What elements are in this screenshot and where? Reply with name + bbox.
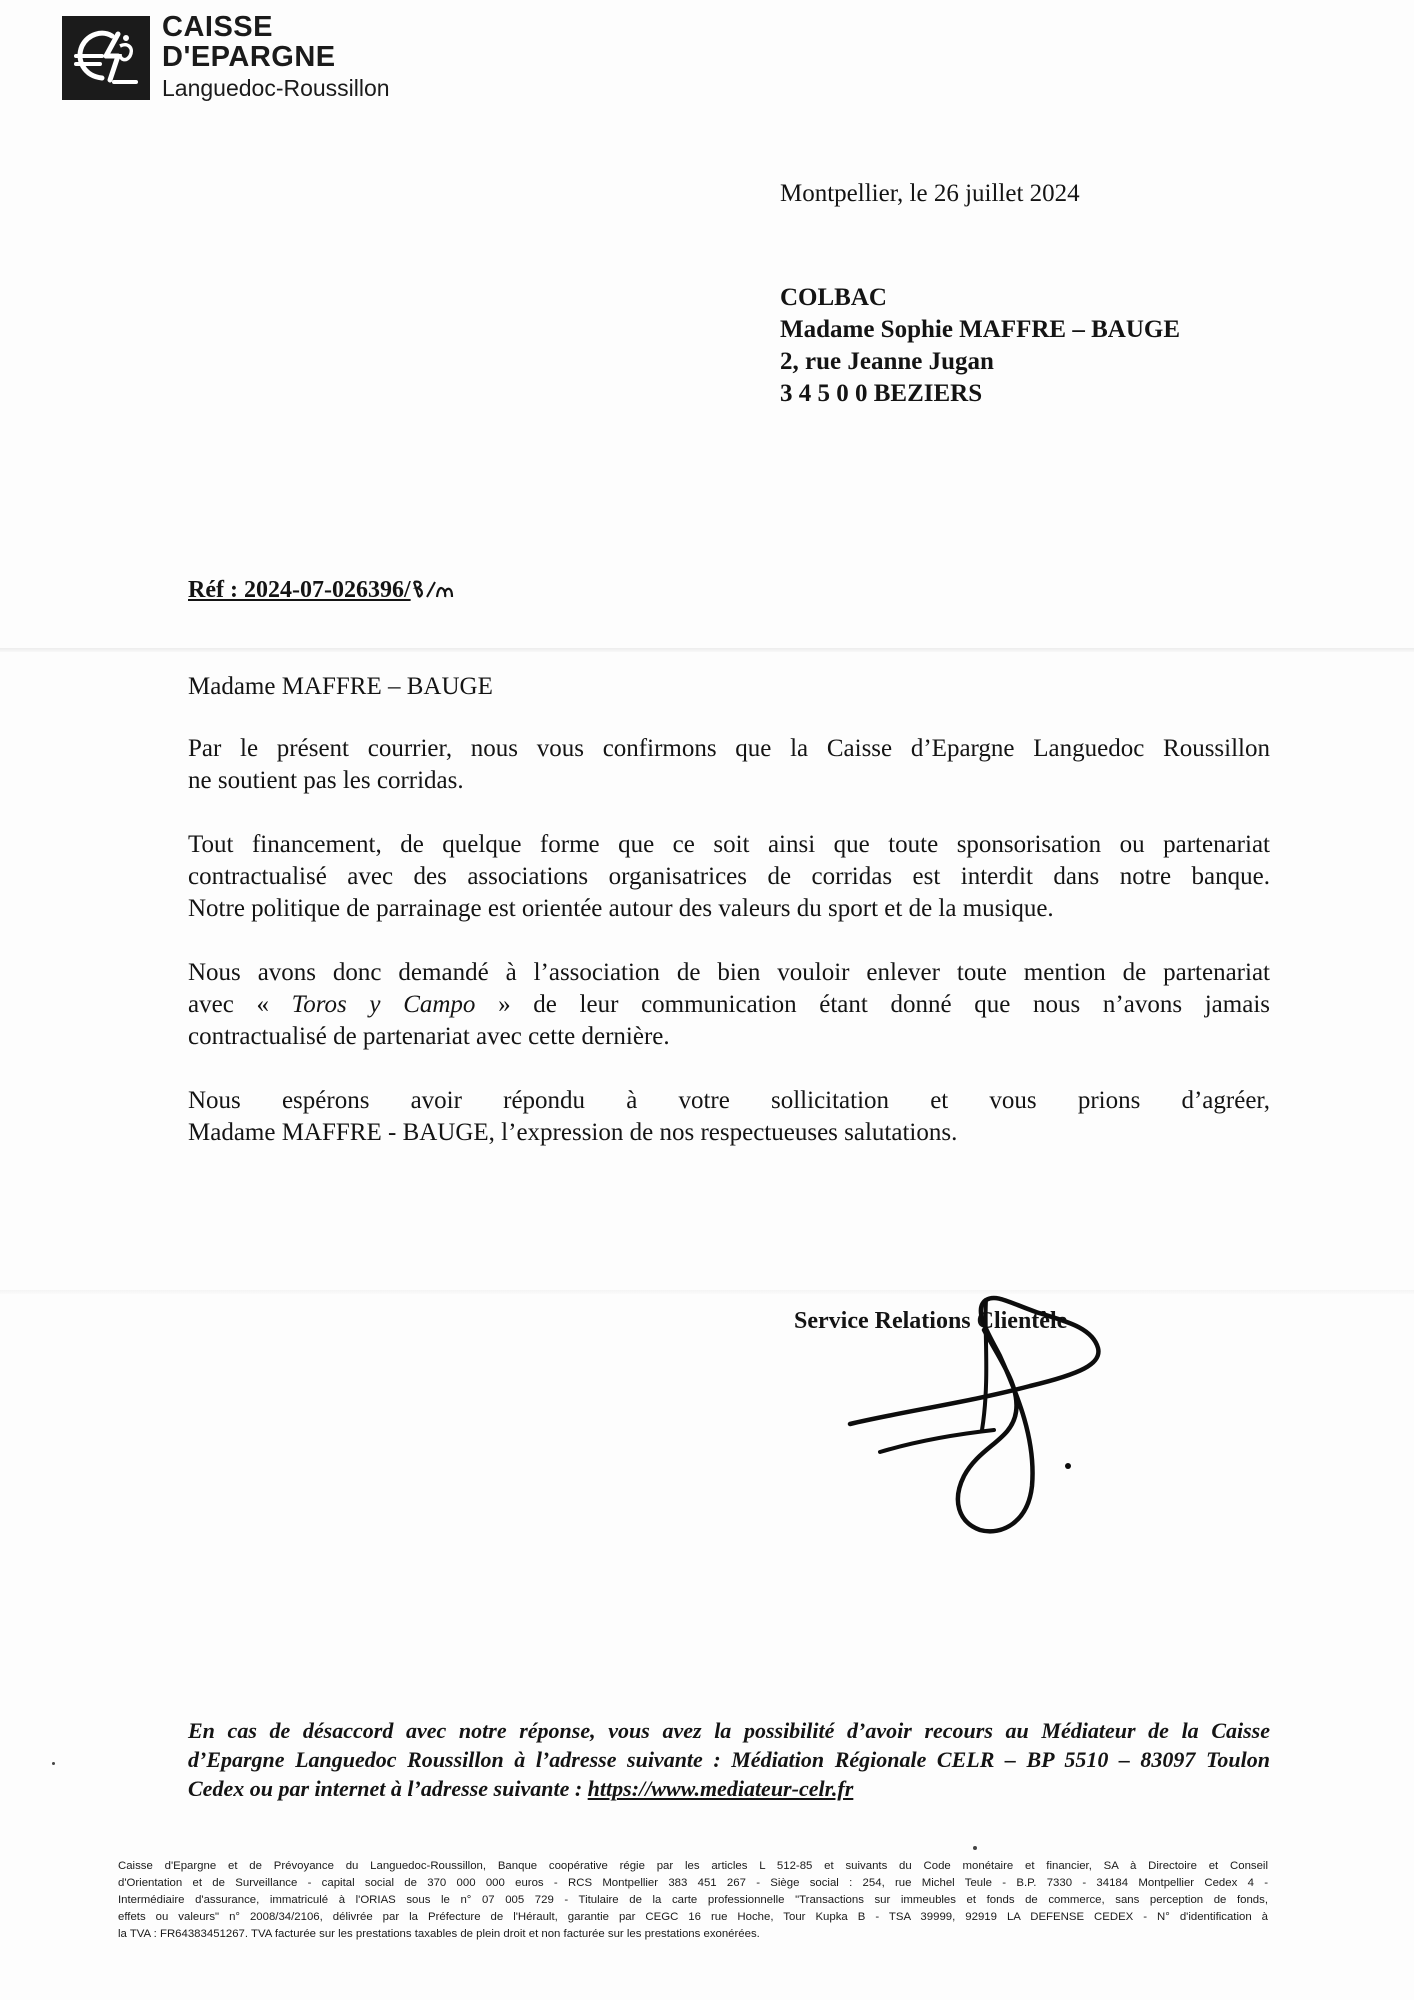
logo-line-region: Languedoc-Roussillon xyxy=(162,75,390,101)
legal-line: Caisse d'Epargne et de Prévoyance du Languedoc-Roussillon, Banque coopérative régie par les articles L 512-85 et suivants du Code monétaire et financier, SA à Directoire et Conseil xyxy=(118,1860,1268,1872)
association-name: Toros y Campo xyxy=(291,991,476,1018)
paragraph-association-request xyxy=(188,957,1270,1053)
recipient-address xyxy=(780,282,1180,410)
reference-text: Réf : 2024-07-026396/ xyxy=(188,577,411,603)
logo-line-caisse: CAISSE xyxy=(162,11,273,43)
paragraph-closing xyxy=(188,1085,1270,1149)
paper-fold-line xyxy=(0,648,1414,652)
mediation-notice xyxy=(188,1716,1270,1803)
logo-line-epargne: D'EPARGNE xyxy=(162,41,336,73)
recipient-name: Madame Sophie MAFFRE – BAUGE xyxy=(780,316,1180,343)
paragraph-line xyxy=(188,989,1270,1021)
text-fragment: » de leur communication étant donné que nous n’avons jamais xyxy=(475,991,1270,1018)
letter-date: Montpellier, le 26 juillet 2024 xyxy=(780,180,1080,207)
legal-footer xyxy=(118,1858,1268,1943)
mediation-line xyxy=(188,1774,1270,1803)
paragraph-financing-policy xyxy=(188,829,1270,925)
paragraph-line: contractualisé avec des associations organisatrices de corridas est interdit dans notre banque. xyxy=(188,863,1270,890)
legal-line: la TVA : FR64383451267. TVA facturée sur les prestations taxables de plein droit et non facturée sur les prestations exonérées. xyxy=(118,1928,760,1940)
paragraph-line: ne soutient pas les corridas. xyxy=(188,767,464,794)
reference-number xyxy=(188,577,455,604)
paper-speck xyxy=(52,1762,55,1765)
recipient-organization: COLBAC xyxy=(780,284,887,311)
mediation-line: En cas de désaccord avec notre réponse, vous avez la possibilité d’avoir recours au Médiateur de la Caisse xyxy=(188,1718,1270,1743)
recipient-city: 3 4 5 0 0 BEZIERS xyxy=(780,380,983,407)
legal-line: d'Orientation et de Surveillance - capital social de 370 000 000 euros - RCS Montpellier 383 451 267 - Siège social : 254, rue Michel Teule - B.P. 7330 - 34184 Montpellier Cedex 4 - xyxy=(118,1877,1268,1889)
paragraph-line: Tout financement, de quelque forme que ce soit ainsi que toute sponsorisation ou partenariat xyxy=(188,831,1270,858)
squirrel-logo-icon xyxy=(62,16,150,100)
salutation: Madame MAFFRE – BAUGE xyxy=(188,673,493,700)
legal-line: effets ou valeurs" n° 2008/34/2106, délivrée par la Préfecture de l'Hérault, garantie par CEGC 16 rue Hoche, Tour Kupka B - TSA 39999, 92919 LA DEFENSE CEDEX - N° d'identification à xyxy=(118,1911,1268,1923)
mediator-website-link[interactable]: https://www.mediateur-celr.fr xyxy=(587,1776,854,1801)
paragraph-line: Madame MAFFRE - BAUGE, l’expression de nos respectueuses salutations. xyxy=(188,1119,958,1146)
logo-wordmark xyxy=(162,12,390,104)
letter-body xyxy=(188,671,1270,1181)
handwritten-signature-icon xyxy=(840,1290,1140,1550)
paragraph-confirmation xyxy=(188,733,1270,797)
text-fragment: avec « xyxy=(188,991,292,1018)
paragraph-line: contractualisé de partenariat avec cette dernière. xyxy=(188,1023,670,1050)
paragraph-line: Par le présent courrier, nous vous confirmons que la Caisse d’Epargne Languedoc Roussillon xyxy=(188,735,1270,762)
recipient-street: 2, rue Jeanne Jugan xyxy=(780,348,994,375)
paper-speck xyxy=(973,1846,977,1850)
paragraph-line: Nous espérons avoir répondu à votre sollicitation et vous prions d’agréer, xyxy=(188,1087,1270,1114)
paragraph-line: Nous avons donc demandé à l’association de bien vouloir enlever toute mention de partenariat xyxy=(188,959,1270,986)
bank-logo xyxy=(62,12,390,104)
legal-line: Intermédiaire d'assurance, immatriculé à l'ORIAS sous le n° 07 005 729 - Titulaire de la carte professionnelle "Transactions sur immeubles et fonds de commerce, sans perception de fonds, xyxy=(118,1894,1268,1906)
paper-fold-line xyxy=(0,1290,1414,1294)
mediation-text: Cedex ou par internet à l’adresse suivante : xyxy=(188,1776,588,1801)
handwritten-initials-icon xyxy=(411,578,455,600)
paragraph-line: Notre politique de parrainage est orientée autour des valeurs du sport et de la musique. xyxy=(188,895,1054,922)
mediation-line: d’Epargne Languedoc Roussillon à l’adresse suivante : Médiation Régionale CELR – BP 5510 – 83097 Toulon xyxy=(188,1747,1270,1772)
service-name: Service Relations Clientèle xyxy=(794,1308,1068,1334)
